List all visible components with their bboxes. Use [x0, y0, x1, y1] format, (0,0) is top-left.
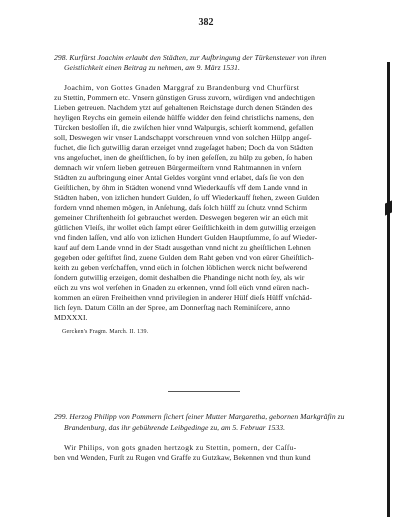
doc298-body-line: gemeiner Chriſtenheith ſol gebrauchet werden. Deswegen begeren wir an eüch mit: [54, 213, 309, 222]
doc298-body-line: Joachim, von Gottes Gnaden Marggraf zu Brandenburg vnd Churfürst: [64, 83, 300, 92]
doc298-body-line: vnd finden laſſen, vnd alſo von izlichen Hundert Gulden Hauptſumme, ſo auf Wieder-: [54, 233, 318, 242]
doc298-body-line: Geiſtlichen, by öhm in Städten wonend vnnd Wiederkaufſs vff dem Lande vnnd in: [54, 183, 308, 192]
doc299-body-line: Wir Philips, von gots gnaden hertzogk zu Stettin, pomern, der Caſſu-: [64, 443, 297, 452]
doc298-body-line: Türcken besloſſen iſt, die zwiſchen hier vnnd Walpurgis, schierſt kommend, gefallen: [54, 123, 314, 132]
doc298-body-line: kommen an eüren Freiheithen vnnd privilegien in anderer Hülf dieſs Hülff vnſchäd-: [54, 293, 313, 302]
doc298-body-line: fordern vnnd nhemen mögen, in Anſehung, daſs ſolch hülff zu ſchutz vnnd Schirm: [54, 203, 308, 212]
margin-rule: [387, 62, 390, 517]
doc298-body-line: eüch zu vns wol verſehen in Gnaden zu erkennen, vnnd ſoll eüch vnnd eüren nach-: [54, 283, 310, 292]
doc298-body-line: vns angeſuchet, inen de gheiſtlichen, ſo by inen geſeſſen, zu hülp zu geben, ſo haben: [54, 153, 313, 162]
doc298-body-line: ſondern gutwillig erzeigen, domit deshalben die Phandinge nicht noth ſey, als wir: [54, 273, 305, 282]
doc299-heading-line-2: Brandenburg, das ihr gebührende Leibgedinge zu, am 5. Februar 1533.: [64, 423, 286, 432]
doc299-body-line: ben vnd Wenden, Furſt zu Rugen vnd Graffe zu Gutzkaw, Bekennen vnd thun kund: [54, 453, 311, 462]
doc298-heading-line-1: 298. Kurfürst Joachim erlaubt den Städten, zur Aufbringung der Türkensteuer von ihren: [54, 53, 327, 62]
doc298-body-line: fuchet, die ſich gutwillig daran erzeiget vnnd zugeſaget haben; Doch da von Städten: [54, 143, 314, 152]
page-number: 382: [198, 17, 214, 28]
doc298-body-line: lich ſeyn. Datum Cölln an der Spree, am Donnerſtag nach Reminiſcere, anno: [54, 303, 291, 312]
doc298-heading-line-2: Geistlichkeit einen Beitrag zu nehmen, am 9. März 1531.: [64, 63, 240, 72]
doc298-body-line: zu Stettin, Pommern etc. Vnsern günstigen Gruss zuvorn, würdigen vnd andechtigen: [54, 93, 315, 102]
doc298-body-line: Städten zu aufbringung einer Antal Geldes vorgünt vnnd erlabet, daſs ſie von den: [54, 173, 304, 182]
doc298-body-line: keith zu geben verſchaffen, vnnd eüch in ſolchen löblichen werck nicht beſwerend: [54, 263, 308, 272]
doc298-body-line: MDXXXI.: [54, 313, 88, 322]
doc298-body-line: gütlichen Vleiſs, ihr wollet eüch ſampt eürer Geiſtlichkeith in dem gutwillig erzeigen: [54, 223, 316, 232]
doc299-heading-line-1: 299. Herzog Philipp von Pommern ſichert ſeiner Mutter Margaretha, gebornen Markgräfin zu: [54, 412, 345, 421]
doc298-body-line: heyligen Reychs ein gemein eilende hülffe widder den feind christlichs namens, den: [54, 113, 314, 122]
doc298-body-line: Lieben getreuen. Nachdem ytzt auf gehaltenen Reichstage durch denen Ständen des: [54, 103, 313, 112]
doc298-source-citation: Gercken's Fragm. March. II. 139.: [62, 329, 149, 335]
doc298-body-line: gegeben oder geſtiftet ſind, zuene Gulden dem Raht geben vnd von eürer Gheiſtlich-: [54, 253, 314, 262]
doc298-body-line: kauf auf dem Lande vnnd in der Stadt ausgethan vnnd nicht zu gheiſtlichen Lehnen: [54, 243, 311, 252]
section-divider: [168, 391, 240, 392]
doc298-body-line: Städten haben, von izlichen hundert Gulden, ſo uff Wiederkauff ſtehen, zween Gulden: [54, 193, 320, 202]
doc298-body-line: soll, Deswegen wir vnser Landschappt vorschreuen vnnd von solchen Hülpp angeſ-: [54, 133, 312, 142]
doc298-body-line: demnach wir vnſern lieben getreuen Bürgermeiſtern vnnd Rahtmannen in vnſern: [54, 163, 302, 172]
